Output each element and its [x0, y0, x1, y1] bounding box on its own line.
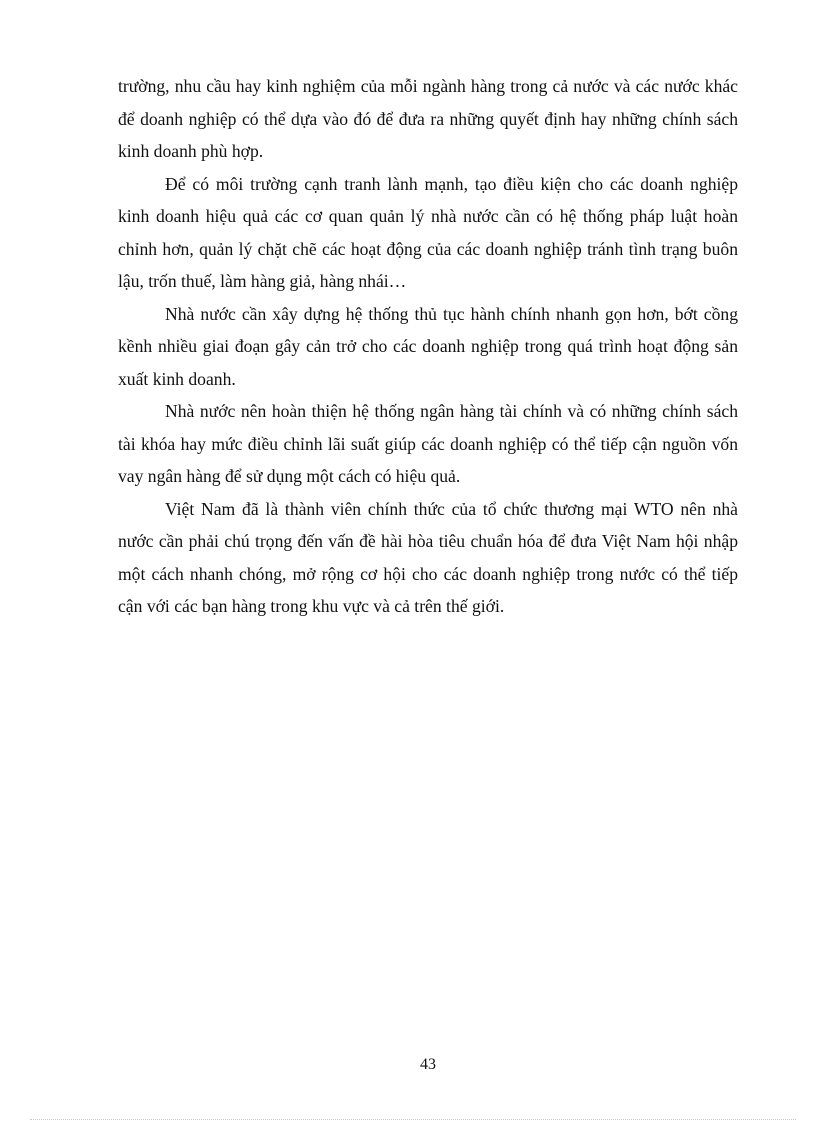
document-body	[118, 70, 738, 623]
paragraph-legal-system: Để có môi trường cạnh tranh lành mạnh, tạo điều kiện cho các doanh nghiệp kinh doanh hiệu quả các cơ quan quản lý nhà nước cần có hệ thống pháp luật hoàn chỉnh hơn, quản lý chặt chẽ các hoạt động của các doanh nghiệp tránh tình trạng buôn lậu, trốn thuế, làm hàng giả, hàng nhái…	[118, 173, 738, 291]
paragraph-wto-integration: Việt Nam đã là thành viên chính thức của tổ chức thương mại WTO nên nhà nước cần phải chú trọng đến vấn đề hài hòa tiêu chuẩn hóa để đưa Việt Nam hội nhập một cách nhanh chóng, mở rộng cơ hội cho các doanh nghiệp trong nước có thể tiếp cận với các bạn hàng trong khu vực và cả trên thế giới.	[118, 498, 738, 616]
footer-divider	[30, 1119, 796, 1120]
paragraph-administrative-procedures: Nhà nước cần xây dựng hệ thống thủ tục hành chính nhanh gọn hơn, bớt cồng kềnh nhiều giai đoạn gây cản trở cho các doanh nghiệp trong quá trình hoạt động sản xuất kinh doanh.	[118, 303, 738, 389]
paragraph-continuation: trường, nhu cầu hay kinh nghiệm của mỗi ngành hàng trong cả nước và các nước khác để doanh nghiệp có thể dựa vào đó để đưa ra những quyết định hay những chính sách kinh doanh phù hợp.	[118, 76, 738, 161]
paragraph-banking-finance: Nhà nước nên hoàn thiện hệ thống ngân hàng tài chính và có những chính sách tài khóa hay mức điều chỉnh lãi suất giúp các doanh nghiệp có thể tiếp cận nguồn vốn vay ngân hàng để sử dụng một cách có hiệu quả.	[118, 401, 738, 486]
page-number: 43	[420, 1056, 436, 1073]
